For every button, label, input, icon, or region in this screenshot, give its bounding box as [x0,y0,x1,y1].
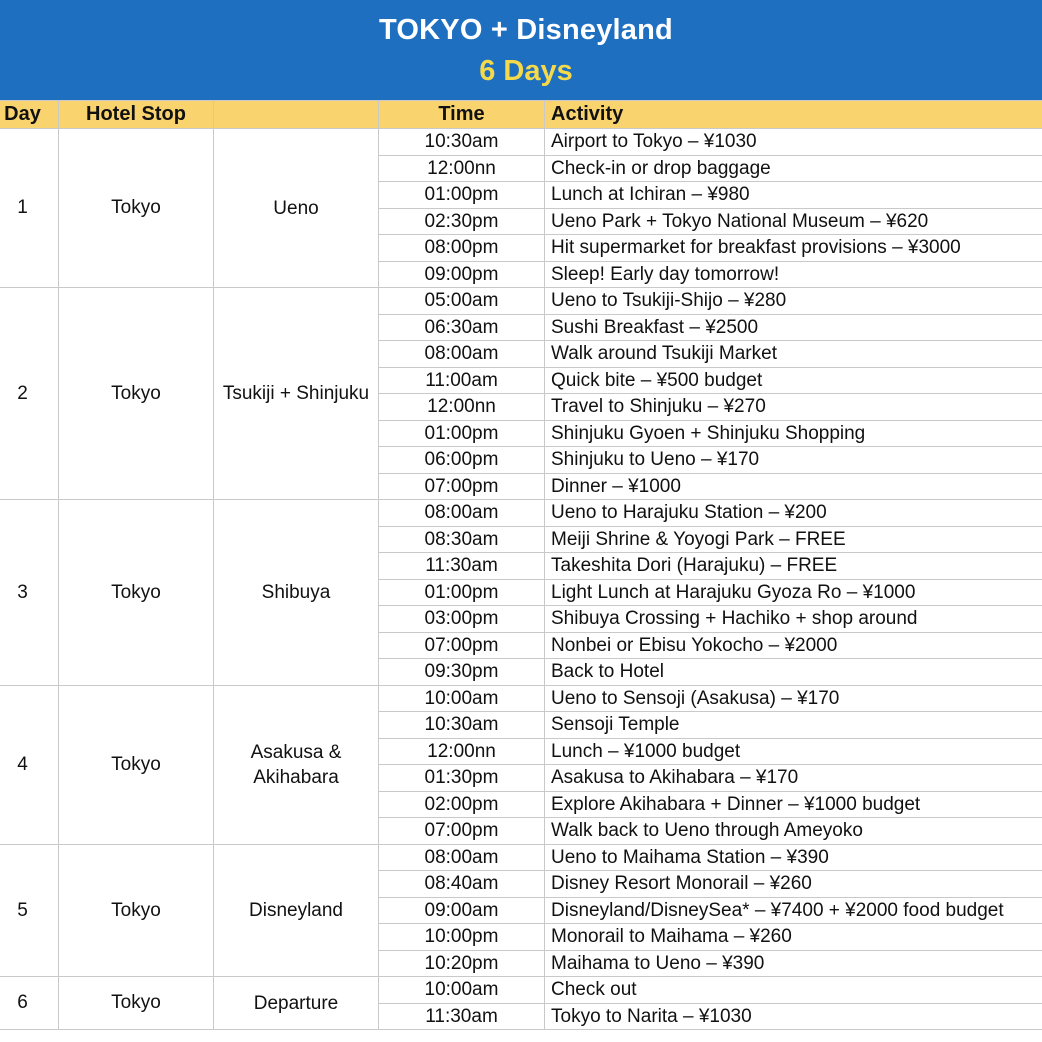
header-day: Day [0,101,59,129]
activity-time: 08:00am [379,844,545,871]
activity-time: 01:30pm [379,765,545,792]
activity-description: Shinjuku Gyoen + Shinjuku Shopping [545,420,1042,447]
activity-description: Tokyo to Narita – ¥1030 [545,1003,1042,1030]
day-number: 1 [0,129,59,288]
activity-time: 08:30am [379,526,545,553]
header-hotel-stop: Hotel Stop [59,101,214,129]
day-area: Asakusa & Akihabara [214,685,379,844]
day-number: 6 [0,977,59,1030]
hotel-stop: Tokyo [59,977,214,1030]
activity-time: 11:30am [379,553,545,580]
table-row [0,288,1042,315]
activity-description: Ueno to Harajuku Station – ¥200 [545,500,1042,527]
activity-time: 01:00pm [379,579,545,606]
activity-time: 07:00pm [379,473,545,500]
hotel-stop: Tokyo [59,844,214,977]
itinerary-subtitle: 6 Days [479,55,573,87]
activity-time: 12:00nn [379,394,545,421]
activity-description: Sushi Breakfast – ¥2500 [545,314,1042,341]
activity-time: 11:30am [379,1003,545,1030]
header-time: Time [379,101,545,129]
day-area: Ueno [214,129,379,288]
activity-time: 09:00am [379,897,545,924]
activity-time: 09:30pm [379,659,545,686]
header-activity: Activity [545,101,1042,129]
day-number: 3 [0,500,59,686]
activity-time: 06:00pm [379,447,545,474]
itinerary-table [0,100,1042,1030]
header-area [214,101,379,129]
activity-time: 12:00nn [379,738,545,765]
activity-description: Hit supermarket for breakfast provisions – ¥3000 [545,235,1042,262]
activity-description: Lunch – ¥1000 budget [545,738,1042,765]
activity-time: 11:00am [379,367,545,394]
title-banner [0,0,1042,100]
activity-description: Shibuya Crossing + Hachiko + shop around [545,606,1042,633]
itinerary-title: TOKYO + Disneyland [379,14,673,46]
activity-time: 09:00pm [379,261,545,288]
activity-description: Light Lunch at Harajuku Gyoza Ro – ¥1000 [545,579,1042,606]
day-area: Departure [214,977,379,1030]
activity-description: Sleep! Early day tomorrow! [545,261,1042,288]
activity-description: Monorail to Maihama – ¥260 [545,924,1042,951]
activity-time: 03:00pm [379,606,545,633]
activity-time: 10:00am [379,685,545,712]
day-area: Shibuya [214,500,379,686]
activity-time: 07:00pm [379,632,545,659]
activity-description: Lunch at Ichiran – ¥980 [545,182,1042,209]
table-row [0,129,1042,156]
activity-description: Disney Resort Monorail – ¥260 [545,871,1042,898]
activity-description: Ueno Park + Tokyo National Museum – ¥620 [545,208,1042,235]
activity-description: Airport to Tokyo – ¥1030 [545,129,1042,156]
table-row [0,844,1042,871]
activity-time: 08:00am [379,500,545,527]
activity-description: Meiji Shrine & Yoyogi Park – FREE [545,526,1042,553]
activity-description: Sensoji Temple [545,712,1042,739]
activity-description: Walk back to Ueno through Ameyoko [545,818,1042,845]
activity-time: 08:00am [379,341,545,368]
activity-description: Walk around Tsukiji Market [545,341,1042,368]
day-number: 2 [0,288,59,500]
day-number: 4 [0,685,59,844]
hotel-stop: Tokyo [59,129,214,288]
activity-description: Ueno to Tsukiji-Shijo – ¥280 [545,288,1042,315]
activity-time: 07:00pm [379,818,545,845]
day-area: Disneyland [214,844,379,977]
table-row [0,500,1042,527]
activity-description: Takeshita Dori (Harajuku) – FREE [545,553,1042,580]
hotel-stop: Tokyo [59,685,214,844]
activity-time: 08:00pm [379,235,545,262]
activity-time: 05:00am [379,288,545,315]
day-area: Tsukiji + Shinjuku [214,288,379,500]
activity-time: 06:30am [379,314,545,341]
activity-description: Maihama to Ueno – ¥390 [545,950,1042,977]
activity-time: 02:00pm [379,791,545,818]
activity-description: Shinjuku to Ueno – ¥170 [545,447,1042,474]
activity-time: 10:30am [379,129,545,156]
activity-time: 08:40am [379,871,545,898]
activity-description: Nonbei or Ebisu Yokocho – ¥2000 [545,632,1042,659]
activity-description: Explore Akihabara + Dinner – ¥1000 budget [545,791,1042,818]
activity-time: 10:30am [379,712,545,739]
hotel-stop: Tokyo [59,288,214,500]
activity-time: 12:00nn [379,155,545,182]
table-row [0,977,1042,1004]
activity-description: Travel to Shinjuku – ¥270 [545,394,1042,421]
itinerary-body [0,129,1042,1030]
activity-description: Ueno to Sensoji (Asakusa) – ¥170 [545,685,1042,712]
header-row [0,101,1042,129]
activity-time: 10:00pm [379,924,545,951]
activity-description: Check-in or drop baggage [545,155,1042,182]
activity-time: 01:00pm [379,420,545,447]
table-row [0,685,1042,712]
activity-time: 10:20pm [379,950,545,977]
activity-description: Back to Hotel [545,659,1042,686]
activity-time: 10:00am [379,977,545,1004]
activity-time: 01:00pm [379,182,545,209]
activity-description: Disneyland/DisneySea* – ¥7400 + ¥2000 food budget [545,897,1042,924]
hotel-stop: Tokyo [59,500,214,686]
activity-description: Dinner – ¥1000 [545,473,1042,500]
day-number: 5 [0,844,59,977]
activity-description: Ueno to Maihama Station – ¥390 [545,844,1042,871]
activity-description: Check out [545,977,1042,1004]
activity-time: 02:30pm [379,208,545,235]
activity-description: Quick bite – ¥500 budget [545,367,1042,394]
activity-description: Asakusa to Akihabara – ¥170 [545,765,1042,792]
